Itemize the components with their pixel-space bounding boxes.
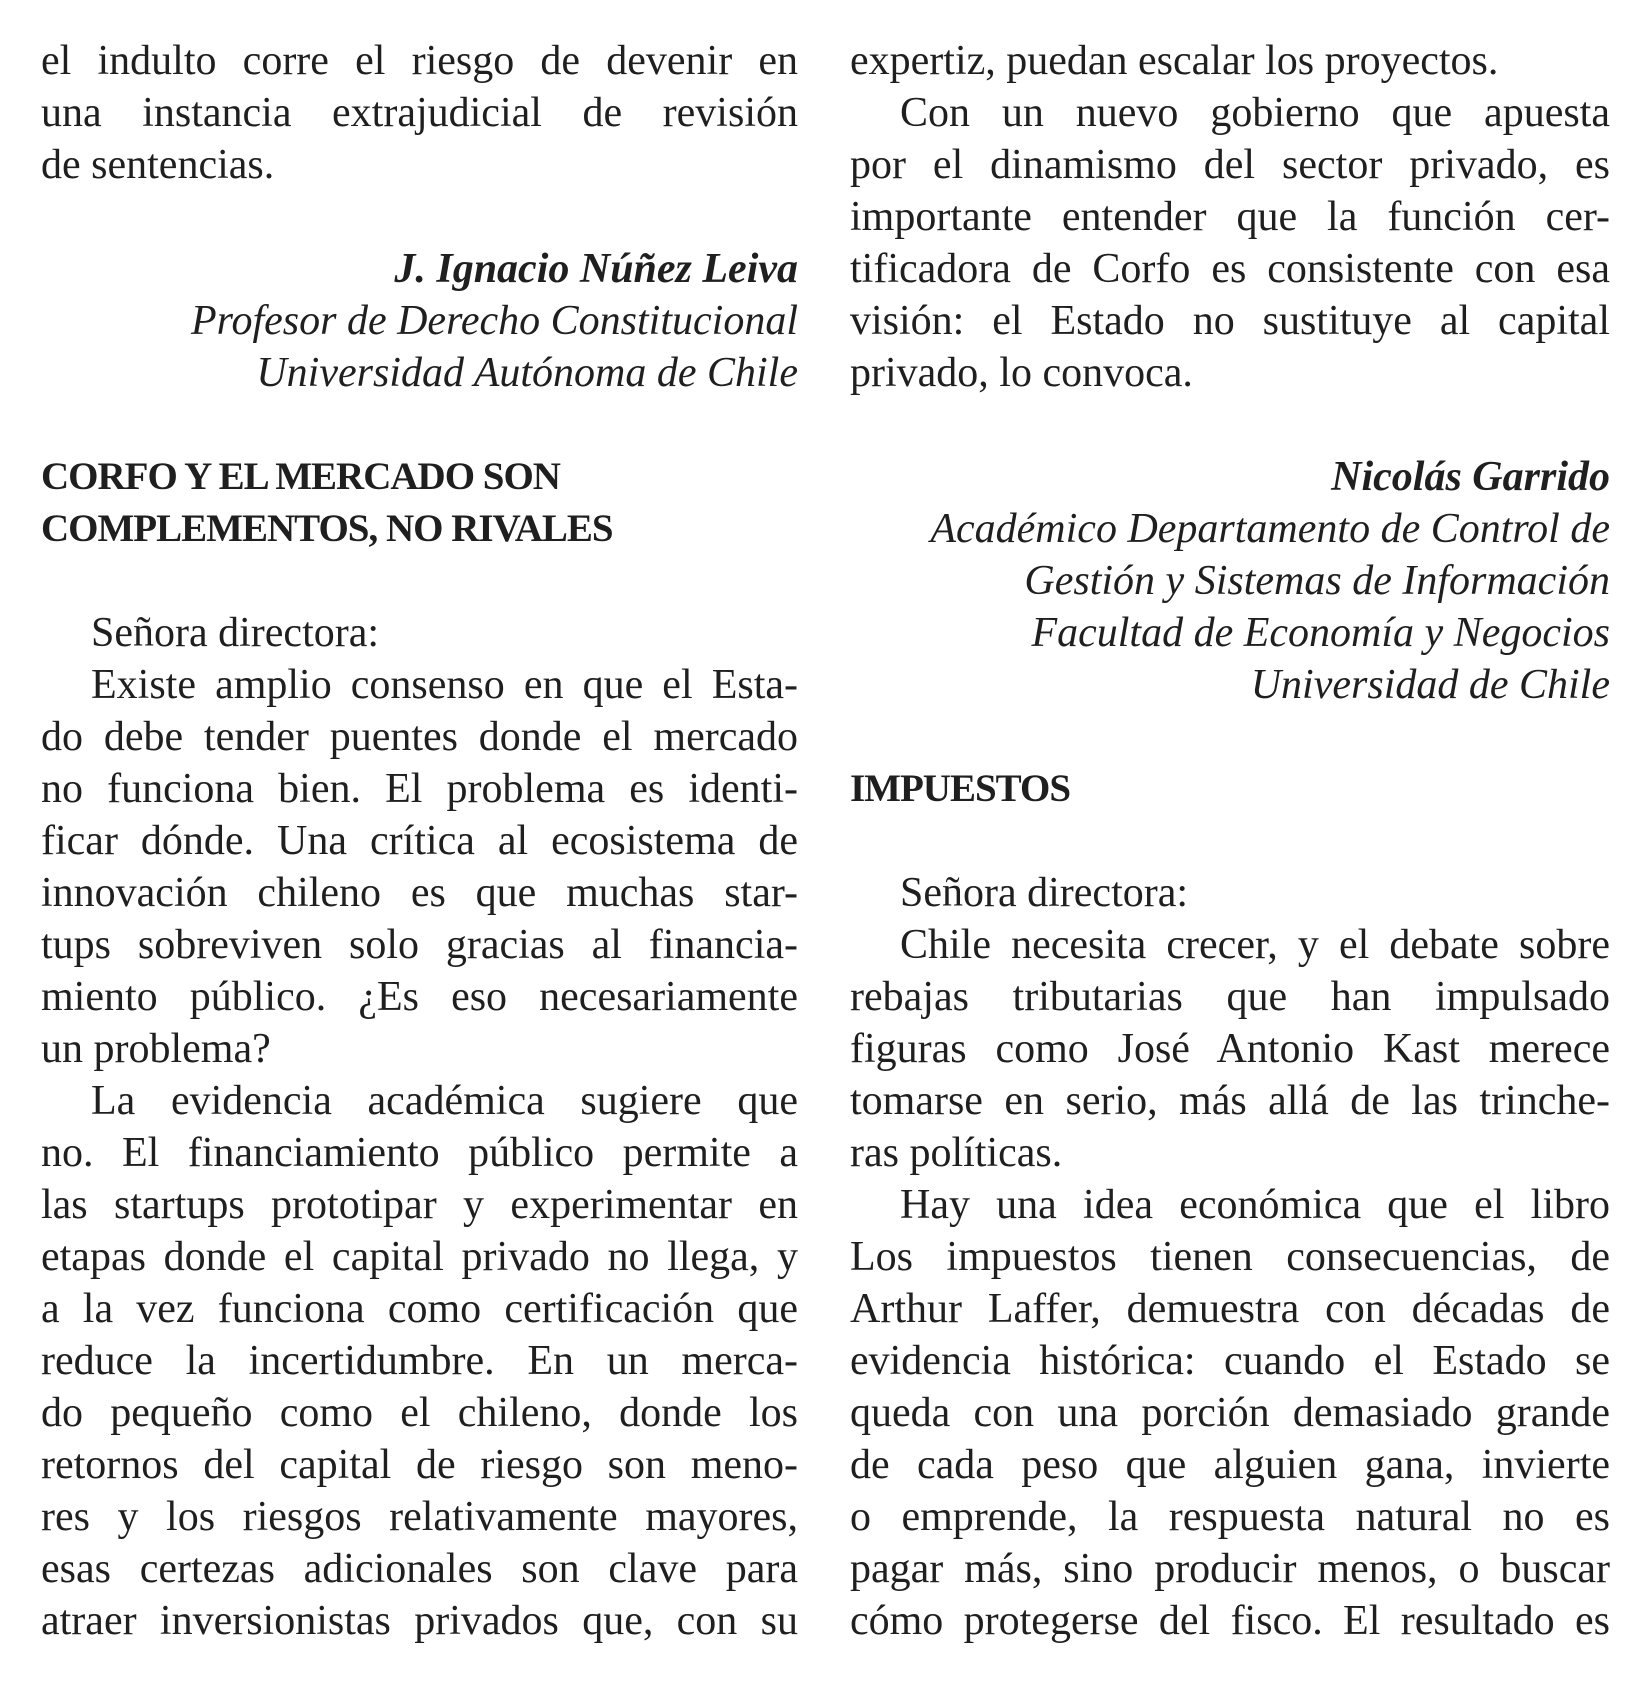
body-line: por el dinamismo del sector privado, es [850, 142, 1610, 188]
author-affiliation: Profesor de Derecho Constitucional [191, 298, 798, 344]
body-line: Existe amplio consenso en que el Esta- [91, 662, 798, 708]
body-line: cómo protegerse del fisco. El resultado es [850, 1598, 1610, 1644]
body-line: queda con una porción demasiado grande [850, 1390, 1610, 1436]
body-line: La evidencia académica sugiere que [91, 1078, 798, 1124]
author-name: Nicolás Garrido [1331, 454, 1610, 500]
body-line: ficar dónde. Una crítica al ecosistema de [41, 818, 798, 864]
body-line: do debe tender puentes donde el mercado [41, 714, 798, 760]
body-line: o emprende, la respuesta natural no es [850, 1494, 1610, 1540]
body-line: no. El financiamiento público permite a [41, 1130, 798, 1176]
spacer [850, 815, 1610, 867]
author-affiliation: Facultad de Economía y Negocios [1031, 610, 1610, 656]
left-column [41, 35, 798, 1647]
author-affiliation: Gestión y Sistemas de Información [1024, 558, 1610, 604]
author-name: J. Ignacio Núñez Leiva [394, 246, 798, 292]
author-affiliation: Universidad Autónoma de Chile [256, 350, 798, 396]
body-line: expertiz, puedan escalar los proyectos. [850, 38, 1499, 84]
body-line: visión: el Estado no sustituye al capital [850, 298, 1610, 344]
body-line: una instancia extrajudicial de revisión [41, 90, 798, 136]
body-line: a la vez funciona como certificación que [41, 1286, 798, 1332]
spacer [41, 191, 798, 243]
body-line: res y los riesgos relativamente mayores, [41, 1494, 798, 1540]
body-line: Con un nuevo gobierno que apuesta [900, 90, 1610, 136]
body-line: el indulto corre el riesgo de devenir en [41, 38, 798, 84]
body-line: esas certezas adicionales son clave para [41, 1546, 798, 1592]
body-line: Arthur Laffer, demuestra con décadas de [850, 1286, 1610, 1332]
author-affiliation: Universidad de Chile [1250, 662, 1610, 708]
body-line: rebajas tributarias que han impulsado [850, 974, 1610, 1020]
body-line: Hay una idea económica que el libro [900, 1182, 1610, 1228]
body-line: ras políticas. [850, 1130, 1063, 1176]
body-line: reduce la incertidumbre. En un merca- [41, 1338, 798, 1384]
body-line: figuras como José Antonio Kast merece [850, 1026, 1610, 1072]
body-line: privado, lo convoca. [850, 350, 1193, 396]
letter-heading: CORFO Y EL MERCADO SON [41, 455, 560, 498]
spacer [41, 399, 798, 451]
body-line: Chile necesita crecer, y el debate sobre [900, 922, 1610, 968]
right-column [850, 35, 1610, 1647]
body-line: de sentencias. [41, 142, 275, 188]
spacer [850, 711, 1610, 763]
salutation: Señora directora: [91, 610, 380, 656]
body-line: las startups prototipar y experimentar en [41, 1182, 798, 1228]
body-line: pagar más, sino producir menos, o buscar [850, 1546, 1610, 1592]
spacer [850, 399, 1610, 451]
body-line: importante entender que la función cer- [850, 194, 1610, 240]
body-line: retornos del capital de riesgo son meno- [41, 1442, 798, 1488]
body-line: tificadora de Corfo es consistente con esa [850, 246, 1610, 292]
body-line: innovación chileno es que muchas star- [41, 870, 798, 916]
body-line: atraer inversionistas privados que, con su [41, 1598, 798, 1644]
body-line: etapas donde el capital privado no llega, y [41, 1234, 798, 1280]
salutation: Señora directora: [900, 870, 1189, 916]
letter-heading: COMPLEMENTOS, NO RIVALES [41, 507, 613, 550]
body-line: de cada peso que alguien gana, invierte [850, 1442, 1610, 1488]
body-line: tomarse en serio, más allá de las trinche- [850, 1078, 1610, 1124]
body-line: un problema? [41, 1026, 271, 1072]
spacer [41, 555, 798, 607]
body-line: evidencia histórica: cuando el Estado se [850, 1338, 1610, 1384]
body-line: no funciona bien. El problema es identi- [41, 766, 798, 812]
author-affiliation: Académico Departamento de Control de [930, 506, 1610, 552]
body-line: tups sobreviven solo gracias al financia- [41, 922, 798, 968]
body-line: miento público. ¿Es eso necesariamente [41, 974, 798, 1020]
body-line: do pequeño como el chileno, donde los [41, 1390, 798, 1436]
letter-heading: IMPUESTOS [850, 767, 1071, 810]
body-line: Los impuestos tienen consecuencias, de [850, 1234, 1610, 1280]
